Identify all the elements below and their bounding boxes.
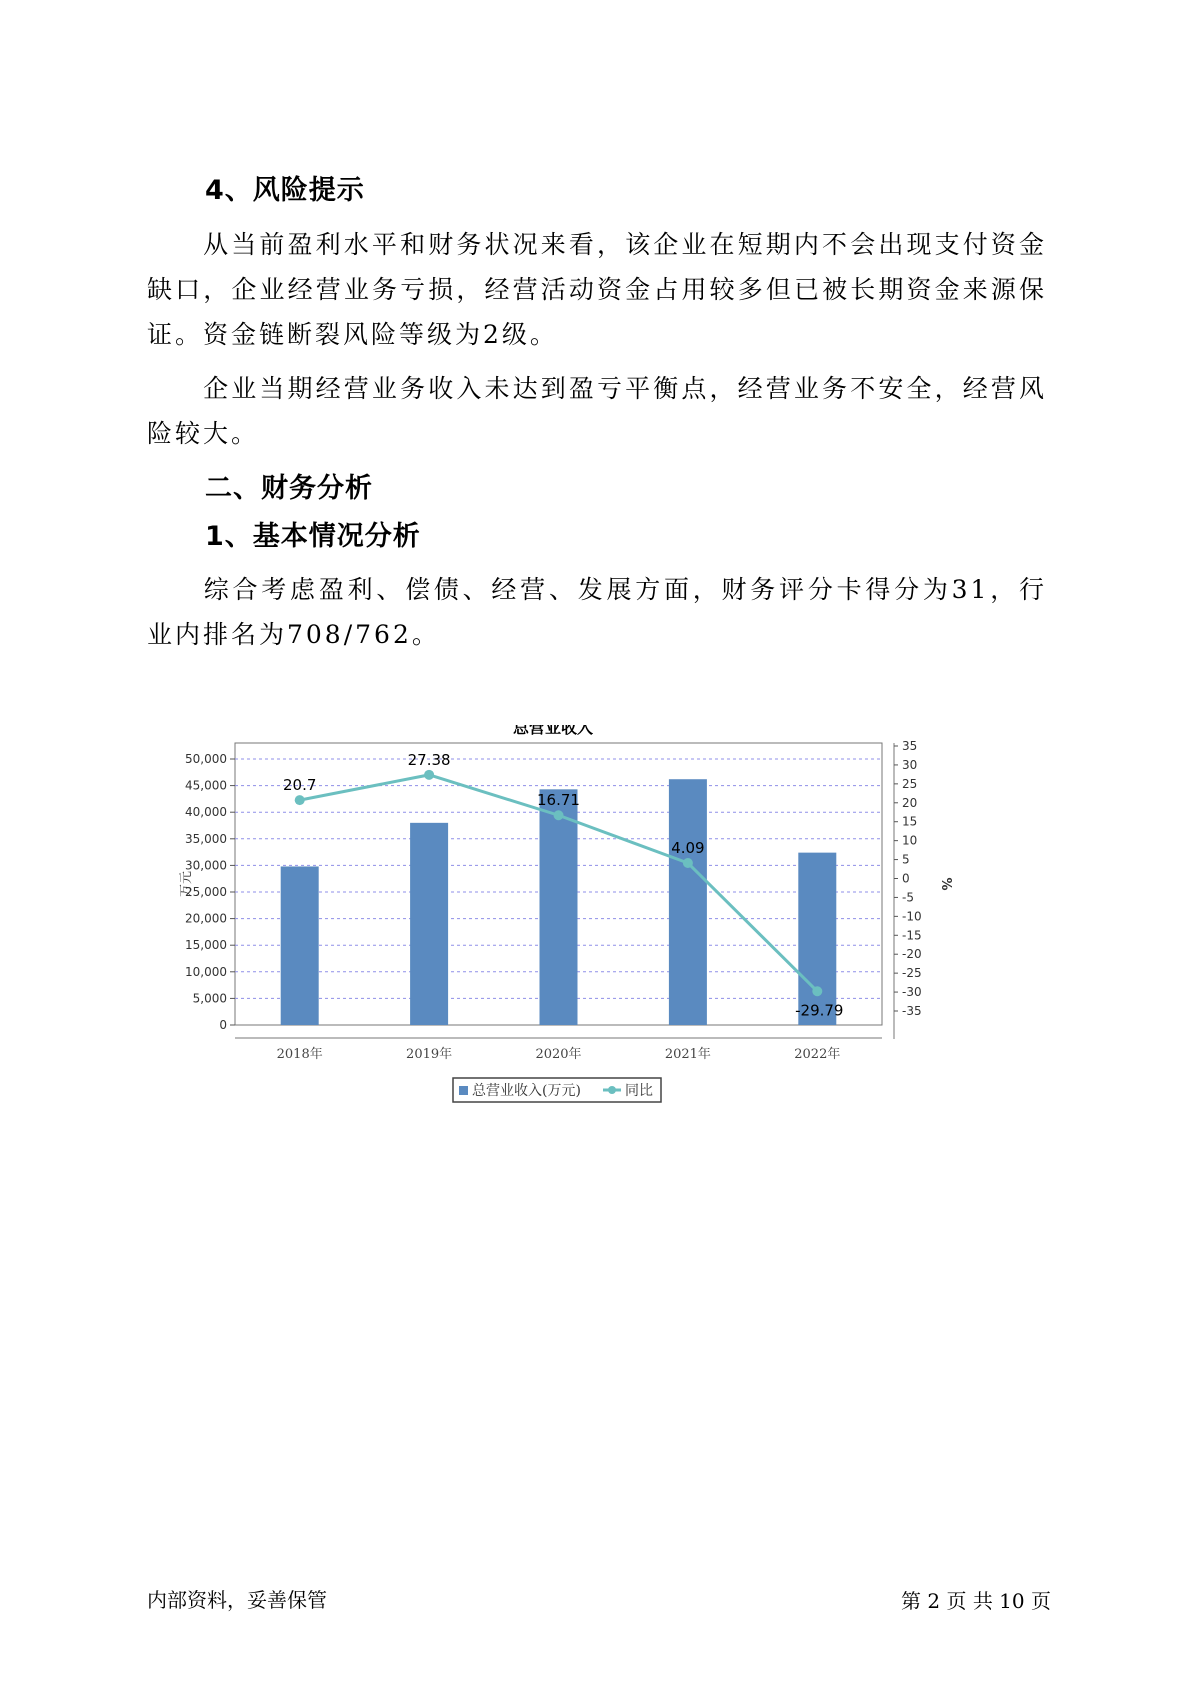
- basic-analysis-heading: 1、基本情况分析: [205, 521, 421, 552]
- left-tick-label: 30,000: [185, 858, 227, 873]
- legend-line-label: 同比: [625, 1083, 653, 1099]
- yoy-point: [812, 986, 822, 996]
- footer-confidential: 内部资料，妥善保管: [147, 1588, 327, 1612]
- left-axis-title: 万元: [179, 870, 194, 898]
- right-tick-label: 15: [902, 814, 918, 829]
- left-tick-label: 50,000: [185, 752, 227, 766]
- x-tick-label: 2018年: [276, 1047, 323, 1062]
- left-tick-label: 0: [219, 1018, 227, 1032]
- left-tick-label: 45,000: [185, 778, 227, 793]
- risk-paragraph-2: [147, 366, 1047, 456]
- risk-paragraph-1-text: 从当前盈利水平和财务状况来看，该企业在短期内不会出现支付资金缺口，企业经营业务亏损，经营活动资金占用较多但已被长期资金来源保证。资金链断裂风险等级为2级。: [147, 230, 1047, 349]
- legend-bar-label: 总营业收入(万元): [472, 1083, 581, 1099]
- legend-bar-swatch: [459, 1086, 468, 1095]
- right-tick-label: -20: [902, 947, 922, 962]
- left-tick-label: 40,000: [185, 805, 227, 820]
- bar-2022年: [798, 853, 836, 1025]
- right-tick-label: -5: [902, 890, 914, 905]
- right-tick-label: -10: [902, 909, 922, 924]
- bar-2018年: [281, 866, 319, 1025]
- right-tick-label: 5: [902, 852, 910, 867]
- right-tick-label: 20: [902, 795, 918, 810]
- bar-2020年: [540, 789, 578, 1025]
- basic-analysis-paragraph-text: 综合考虑盈利、偿债、经营、发展方面，财务评分卡得分为31，行业内排名为708/762。: [147, 575, 1047, 649]
- yoy-data-label: 27.38: [407, 750, 451, 769]
- x-tick-label: 2019年: [406, 1047, 453, 1062]
- left-tick-label: 15,000: [185, 938, 227, 953]
- risk-paragraph-2-text: 企业当期经营业务收入未达到盈亏平衡点，经营业务不安全，经营风险较大。: [147, 374, 1047, 448]
- footer-page-number: 第 2 页 共 10 页: [901, 1589, 1051, 1613]
- yoy-data-label: 20.7: [282, 776, 317, 795]
- right-tick-label: 35: [902, 739, 918, 753]
- right-tick-label: 30: [902, 757, 918, 772]
- yoy-data-label: 16.71: [537, 791, 580, 810]
- left-tick-label: 20,000: [185, 911, 227, 926]
- right-tick-label: -25: [902, 966, 922, 981]
- right-tick-label: 0: [902, 871, 910, 886]
- basic-analysis-paragraph: [147, 567, 1047, 657]
- yoy-point: [424, 770, 434, 780]
- right-tick-label: -35: [902, 1004, 922, 1018]
- left-tick-label: 35,000: [185, 831, 227, 846]
- left-tick-label: 25,000: [185, 885, 227, 899]
- right-tick-label: 10: [902, 833, 918, 848]
- bar-2019年: [410, 823, 448, 1025]
- bar-2021年: [669, 779, 707, 1025]
- right-tick-label: 25: [902, 776, 918, 791]
- x-tick-label: 2022年: [794, 1047, 841, 1062]
- yoy-point: [295, 795, 305, 805]
- x-tick-label: 2021年: [664, 1047, 711, 1062]
- left-tick-label: 5,000: [192, 991, 227, 1006]
- revenue-chart-svg: [170, 725, 1020, 1185]
- legend-line-marker: [608, 1086, 616, 1094]
- yoy-point: [554, 810, 564, 820]
- chart-title: 总营业收入: [512, 725, 594, 737]
- risk-paragraph-1: [147, 222, 1047, 357]
- revenue-chart: [170, 725, 1020, 1185]
- finance-heading: 二、财务分析: [205, 473, 373, 504]
- right-tick-label: -30: [902, 985, 922, 1000]
- right-axis-title: %: [938, 877, 953, 891]
- yoy-data-label: -29.79: [795, 1001, 844, 1020]
- left-tick-label: 10,000: [185, 964, 227, 979]
- yoy-data-label: 4.09: [671, 839, 705, 858]
- x-tick-label: 2020年: [535, 1047, 582, 1062]
- yoy-point: [683, 858, 693, 868]
- risk-heading: 4、风险提示: [205, 175, 365, 206]
- right-tick-label: -15: [902, 928, 922, 943]
